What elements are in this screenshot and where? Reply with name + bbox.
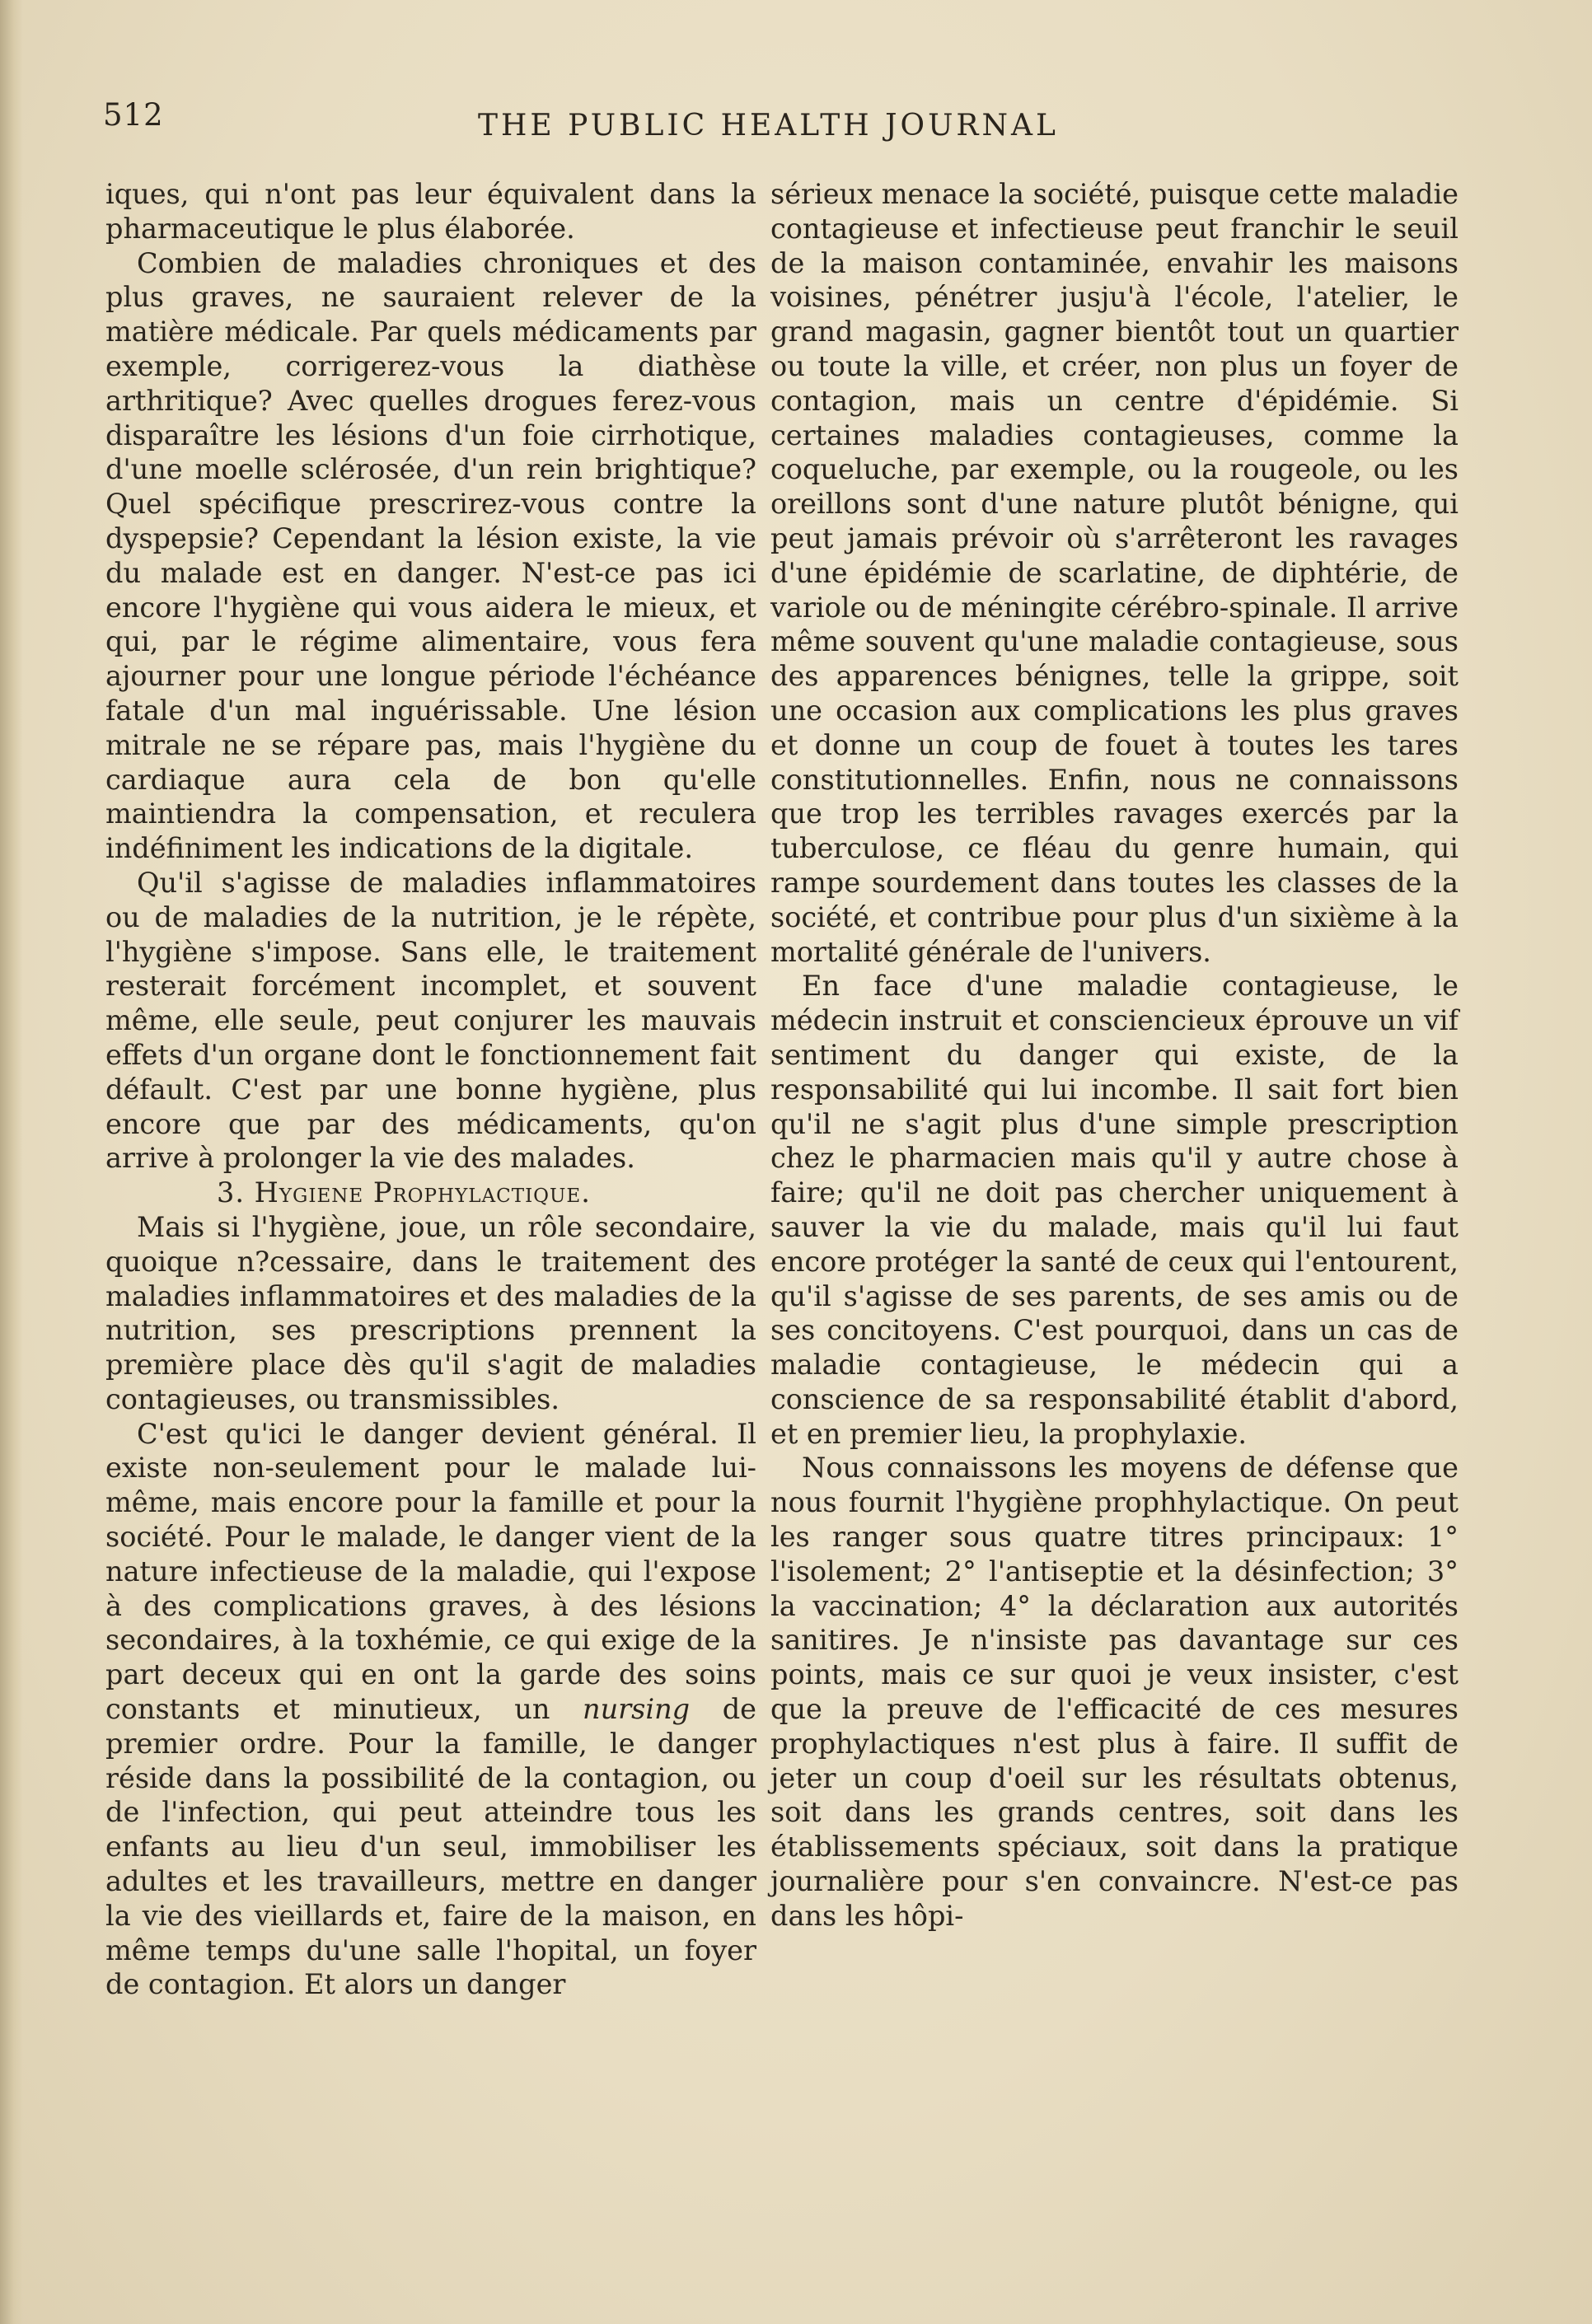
paragraph: En face d'une maladie contagieuse, le médecin instruit et consciencieux éprouve un vif sentiment du danger qui existe, de la responsabilité qui lui incombe. Il sait fort bien qu'il ne s'agit plus d'une simple prescription chez le pharmacien mais qu'il y autre chose à faire; qu'il ne doit pas chercher uniquement à sauver la vie du malade, mais qu'il lui faut encore protéger la santé de ceux qui l'entourent, qu'il s'agisse de ses parents, de ses amis ou de ses concitoyens. C'est pourquoi, dans un cas de maladie contagieuse, le médecin qui a conscience de sa responsabilité établit d'abord, et en premier lieu, la prophylaxie. (770, 970, 1459, 1450)
paragraph: Combien de maladies chroniques et des plus graves, ne sauraient relever de la matière médicale. Par quels médicaments par exemple, corrigerez-vous la diathèse arthritique? Avec quelles drogues ferez-vous disparaître les lésions d'un foie cirrhotique, d'une moelle sclérosée, d'un rein brightique? Quel spécifique prescrirez-vous contre la dyspepsie? Cependant la lésion existe, la vie du malade est en danger. N'est-ce pas ici encore l'hygiène qui vous aidera le mieux, et qui, par le régime alimentaire, vous fera ajourner pour une longue période l'échéance fatale d'un mal inguérissable. Une lésion mitrale ne se répare pas, mais l'hygiène du cardiaque aura cela de bon qu'elle maintiendra la compensation, et reculera indéfiniment les indications de la digitale. (105, 246, 756, 865)
paragraph-continued: iques, qui n'ont pas leur équivalent dans la pharmaceutique le plus élaborée. (105, 178, 756, 245)
left-column (105, 177, 756, 2002)
paragraph-text: C'est qu'ici le danger devient général. Il existe non-seulement pour le malade lui-même, mais encore pour la famille et pour la société. Pour le malade, le danger vient de la nature infectieuse de la maladie, qui l'expose à des complications graves, à des lésions secondaires, à la toxhémie, ce qui exige de la part deceux qui en ont la garde des soins constants et minutieux, un (105, 1417, 756, 1726)
paragraph-text: de premier ordre. Pour la famille, le danger réside dans la possibilité de la contagion, ou de l'infection, qui peut atteindre tous les enfants au lieu d'un seul, immobiliser les adultes et les travailleurs, mettre en danger la vie des vieillards et, faire de la maison, en même temps du'une salle l'hopital, un foyer de contagion. Et alors un danger (105, 1693, 756, 2001)
running-head: THE PUBLIC HEALTH JOURNAL (478, 109, 1059, 143)
paragraph (105, 1417, 756, 2003)
paragraph: Mais si l'hygiène, joue, un rôle secondaire, quoique n?cessaire, dans le traitement des maladies inflammatoires et des maladies de la nutrition, ses prescriptions prennent la première place dès qu'il s'agit de maladies contagieuses, ou transmissibles. (105, 1210, 756, 1415)
paragraph: Nous connaissons les moyens de défense que nous fournit l'hygiène prophhylactique. On peut les ranger sous quatre titres principaux: 1° l'isolement; 2° l'antiseptie et la désinfection; 3° la vaccination; 4° la déclaration aux autorités sanitires. Je n'insiste pas davantage sur ces points, mais ce sur quoi je veux insister, c'est que la preuve de l'efficacité de ces mesures prophylactiques n'est plus à faire. Il suffit de jeter un coup d'oeil sur les résultats obtenus, soit dans les grands centres, soit dans les établissements spéciaux, soit dans la pratique journalière pour s'en convaincre. N'est-ce pas dans les hôpi- (770, 1452, 1459, 1932)
paragraph-continued: sérieux menace la société, puisque cette maladie contagieuse et infectieuse peut franchir le seuil de la maison contaminée, envahir les maisons voisines, pénétrer jusju'à l'école, l'atelier, le grand magasin, gagner bientôt tout un quartier ou toute la ville, et créer, non plus un foyer de contagion, mais un centre d'épidémie. Si certaines maladies contagieuses, comme la coqueluche, par exemple, ou la rougeole, ou les oreillons sont d'une nature plutôt bénigne, qui peut jamais prévoir où s'arrêteront les ravages d'une épidémie de scarlatine, de diphtérie, de variole ou de méningite cérébro-spinale. Il arrive même souvent qu'une maladie contagieuse, sous des apparences bénignes, telle la grippe, soit une occasion aux complications les plus graves et donne un coup de fouet à toutes les tares constitutionnelles. Enfin, nous ne connaissons que trop les terribles ravages exercés par la tuberculose, ce fléau du genre humain, qui rampe sourdement dans toutes les classes de la société, et contribue pour plus d'un sixième à la mortalité générale de l'univers. (770, 178, 1459, 968)
page-header (0, 97, 1592, 147)
paragraph: Qu'il s'agisse de maladies inflammatoires ou de maladies de la nutrition, je le répète, l'hygiène s'impose. Sans elle, le traitement resterait forcément incomplet, et souvent même, elle seule, peut conjurer les mauvais effets d'un organe dont le fonctionnement fait défault. C'est par une bonne hygiène, plus encore que par des médicaments, qu'on arrive à prolonger la vie des malades. (105, 866, 756, 1175)
page-gutter-shadow (0, 0, 23, 2324)
emphasized-word: nursing (583, 1693, 691, 1726)
right-column (770, 177, 1459, 1934)
page-number: 512 (103, 97, 164, 133)
section-heading: 3. Hygiene Prophylactique. (217, 1176, 591, 1209)
